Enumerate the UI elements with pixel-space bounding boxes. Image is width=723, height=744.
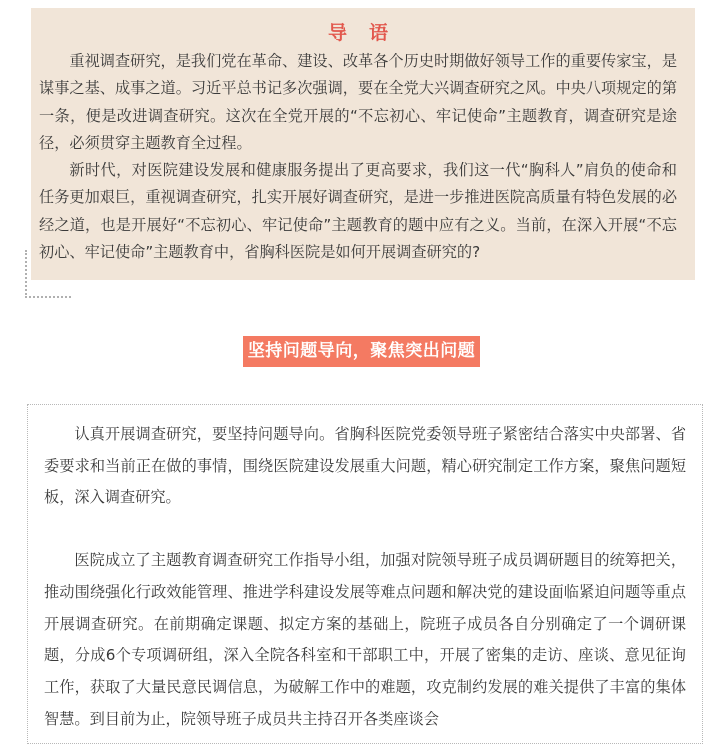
intro-paragraph-1: 重视调查研究，是我们党在革命、建设、改革各个历史时期做好领导工作的重要传家宝，是谋事之基、成事之道。习近平总书记多次强调，要在全党大兴调查研究之风。中央八项规定的第一条，便是改进调查研究。这次在全党开展的“不忘初心、牢记使命”主题教育，调查研究是途径，必须贯穿主题教育全过程。 <box>39 52 677 152</box>
intro-paragraph-2: 新时代，对医院建设发展和健康服务提出了更高要求，我们这一代“胸科人”肩负的使命和任务更加艰巨，重视调查研究，扎实开展好调查研究，是进一步推进医院高质量有特色发展的必经之道，也是开展好“不忘初心、牢记使命”主题教育的题中应有之义。当前，在深入开展“不忘初心、牢记使命”主题教育中，省胸科医院是如何开展调查研究的? <box>39 161 677 262</box>
intro-box <box>31 8 695 280</box>
section-heading: 坚持问题导向，聚焦突出问题 <box>243 336 481 367</box>
dotted-corner-decoration <box>25 250 71 298</box>
intro-title: 导语 <box>327 22 410 44</box>
section-paragraph-1: 认真开展调查研究，要坚持问题导向。省胸科医院党委领导班子紧密结合落实中央部署、省委要求和当前正在做的事情，围绕医院建设发展重大问题，精心研究制定工作方案，聚焦问题短板，深入调查研究。 <box>44 425 686 507</box>
section-paragraph-2: 医院成立了主题教育调查研究工作指导小组，加强对院领导班子成员调研题目的统筹把关，推动围绕强化行政效能管理、推进学科建设发展等难点问题和解决党的建设面临紧迫问题等重点开展调查研究。在前期确定课题、拟定方案的基础上，院班子成员各自分别确定了一个调研课题，分成6个专项调研组，深入全院各科室和干部职工中，开展了密集的走访、座谈、意见征询工作，获取了大量民意民调信息，为破解工作中的难题，攻克制约发展的难关提供了丰富的集体智慧。到目前为止，院领导班子成员共主持召开各类座谈会 <box>44 551 686 728</box>
section-heading-wrap <box>0 336 723 367</box>
paragraph-gap <box>44 514 686 545</box>
section-body-box <box>27 404 703 744</box>
